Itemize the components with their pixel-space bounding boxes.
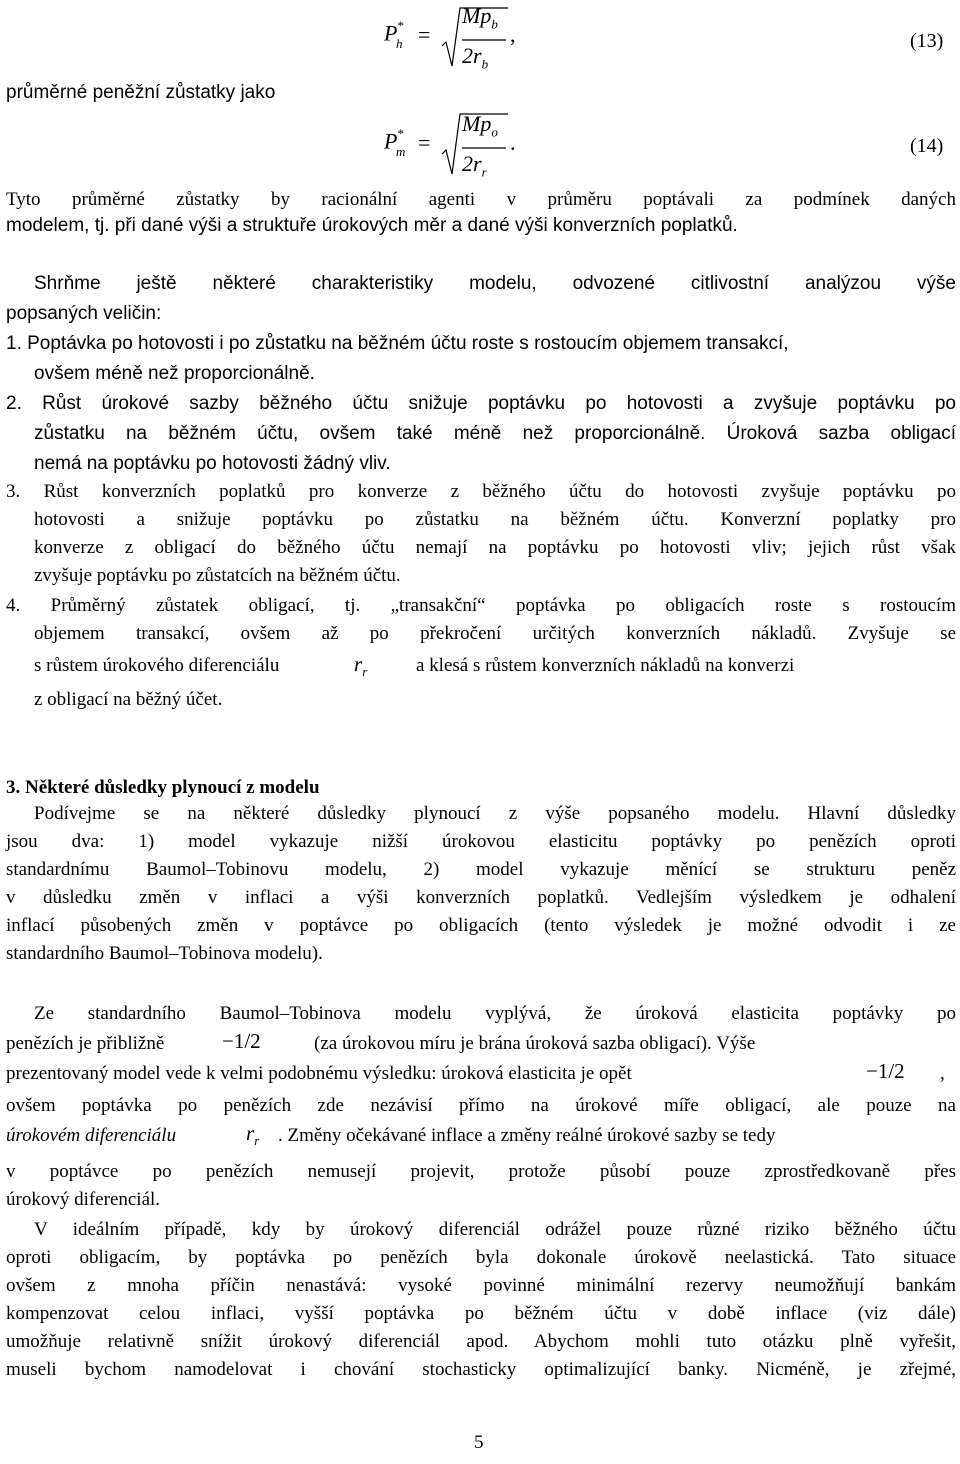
text-line: inflací působených změn v poptávce po obligacích (tento výsledek je možné odvodit i ze [6,915,956,936]
math-r-r: $r_r$ [246,1121,260,1149]
eq13-number: (13) [910,30,944,52]
text-line: ovšem poptávka po penězích zde nezávisí přímo na úrokové míře obligací, ale pouze na [6,1095,956,1116]
text-line: ovšem méně než proporcionálně. [34,363,315,384]
eq14-equals: = [418,130,431,155]
text-line: s růstem úrokového diferenciálu [34,655,280,676]
eq14-numerator: $Mp_o$ [462,111,498,140]
page-number: 5 [474,1432,484,1453]
text-line: museli bychom namodelovat i chování stochasticky optimalizující banky. Nicméně, je zřejmé, [6,1359,956,1380]
math-minus-half: −1/2 [866,1059,905,1083]
eq13-denominator: $2r_b$ [462,43,489,72]
text-line: Podívejme se na některé důsledky plynoucí z výše popsaného modelu. Hlavní důsledky [34,803,956,824]
text-line: a klesá s růstem konverzních nákladů na konverzi [416,655,795,676]
text-line: standardního Baumol–Tobinova modelu). [6,943,323,964]
math-r-r: $r_r$ [354,652,368,680]
eq13-numerator: $Mp_b$ [462,3,498,32]
text-line: jsou dva: 1) model vykazuje nižší úrokovou elasticitu poptávky po penězích oproti [6,831,956,852]
text-line: prezentovaný model vede k velmi podobnému výsledku: úroková elasticita je opět [6,1063,632,1084]
equation-intro: průměrné peněžní zůstatky jako [6,82,276,103]
math-minus-half: −1/2 [222,1029,261,1053]
list-item-1: 1. Poptávka po hotovosti i po zůstatku na běžném účtu roste s rostoucím objemem transakcí, [6,333,789,354]
text-line: z obligací na běžný účet. [34,689,223,710]
text-line: (za úrokovou míru je brána úroková sazba obligací). Výše [314,1033,756,1054]
text-line: Shrňme ještě některé charakteristiky modelu, odvozené citlivostní analýzou výše [34,273,956,294]
text-line: Tyto průměrné zůstatky by racionální agenti v průměru poptávali za podmínek daných [6,189,956,210]
text-line: penězích je přibližně [6,1033,165,1054]
list-item-3: 3. Růst konverzních poplatků pro konverze z běžného účtu do hotovosti zvyšuje poptávku po [6,481,956,502]
text-line-italic: úrokovém diferenciálu [6,1125,177,1146]
text-line: ovšem z mnoha příčin nenastává: vysoké povinné minimální rezervy neumožňují bankám [6,1275,956,1296]
text-line: konverze z obligací do běžného účtu nemají na poptávku po hotovosti vliv; jejich růst však [34,537,956,558]
eq14-denominator: $2r_r$ [462,151,487,180]
eq14-lhs: $P^*_m$ [384,126,406,159]
text-line: objemem transakcí, ovšem až po překročení určitých konverzních nákladů. Zvyšuje se [34,623,956,644]
text-line: zůstatku na běžném účtu, ovšem také méně než proporcionálně. Úroková sazba obligací [34,423,956,444]
eq14-tail: . [510,130,516,155]
eq13-equals: = [418,22,431,47]
text-line: standardnímu Baumol–Tobinovu modelu, 2) model vykazuje měnící se strukturu peněz [6,859,956,880]
text-line: . Změny očekávané inflace a změny reálné úrokové sazby se tedy [278,1125,776,1146]
list-item-4: 4. Průměrný zůstatek obligací, tj. „transakční“ poptávka po obligacích roste s rostoucím [6,595,956,616]
eq13-lhs: $P^*_h$ [384,18,404,51]
text-line: hotovosti a snižuje poptávku po zůstatku na běžném účtu. Konverzní poplatky pro [34,509,956,530]
text-line: v poptávce po penězích nemusejí projevit, protože působí pouze zprostředkovaně přes [6,1161,956,1182]
text-line: V ideálním případě, kdy by úrokový diferenciál odrážel pouze různé riziko běžného účtu [34,1219,956,1240]
text-line: nemá na poptávku po hotovosti žádný vliv. [34,453,391,474]
text-line: umožňuje relativně snížit úrokový diferenciál apod. Abychom mohli tuto otázku plně vyřešit, [6,1331,956,1352]
text-line: v důsledku změn v inflaci a výši konverzních poplatků. Vedlejším výsledkem je odhalení [6,887,956,908]
eq14-number: (14) [910,135,944,157]
text-line: Ze standardního Baumol–Tobinova modelu vyplývá, že úroková elasticita poptávky po [34,1003,956,1024]
eq13-tail: , [510,22,516,47]
text-line: popsaných veličin: [6,303,162,324]
text-line: , [940,1063,945,1084]
text-line: úrokový diferenciál. [6,1189,161,1210]
text-line: oproti obligacím, by poptávka po penězích byla dokonale úrokově neelastická. Tato situace [6,1247,956,1268]
list-item-2: 2. Růst úrokové sazby běžného účtu snižuje poptávku po hotovosti a zvyšuje poptávku po [6,393,956,414]
text-line: zvyšuje poptávku po zůstatcích na běžném účtu. [34,565,401,586]
text-line: kompenzovat celou inflaci, vyšší poptávka po běžném účtu v době inflace (viz dále) [6,1303,956,1324]
section-heading: 3. Některé důsledky plynoucí z modelu [6,777,320,798]
text-line: modelem, tj. při dané výši a struktuře úrokových měr a dané výši konverzních poplatků. [6,215,738,236]
